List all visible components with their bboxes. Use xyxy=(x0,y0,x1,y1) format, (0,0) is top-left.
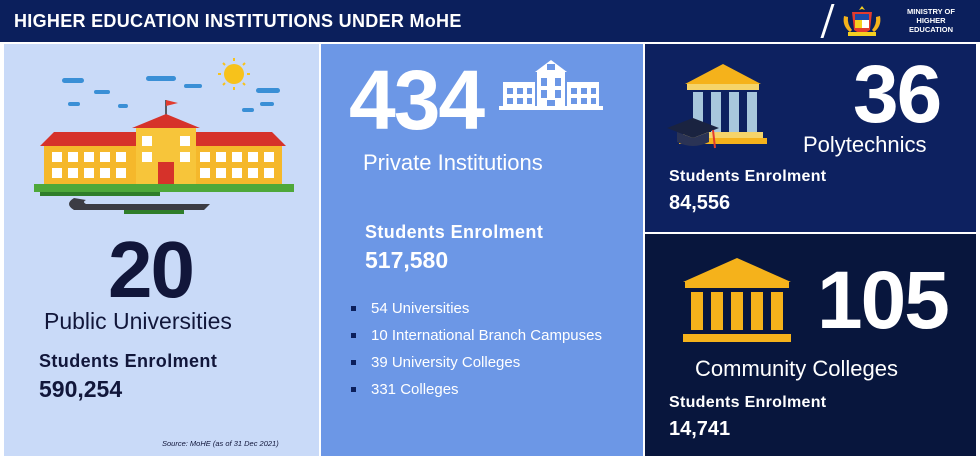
public-enrolment-label: Students Enrolment xyxy=(39,351,218,371)
ministry-label xyxy=(890,7,972,34)
sun-icon xyxy=(218,58,250,90)
private-enrolment-label: Students Enrolment xyxy=(365,222,544,242)
community-enrolment-label: Students Enrolment xyxy=(669,394,827,411)
header-divider xyxy=(820,4,834,38)
polytechnics-enrolment-value: 84,556 xyxy=(669,192,731,214)
public-universities-panel xyxy=(4,44,319,456)
building-icon xyxy=(499,56,603,110)
page-title: HIGHER EDUCATION INSTITUTIONS UNDER MoHE xyxy=(14,11,462,31)
community-colleges-count: 105 xyxy=(817,255,948,346)
list-item: 39 University Colleges xyxy=(351,354,631,372)
ministry-line3: EDUCATION xyxy=(908,25,954,34)
header-bar xyxy=(0,0,980,42)
malaysia-coat-of-arms-icon xyxy=(838,4,886,38)
polytechnics-enrolment-label: Students Enrolment xyxy=(669,168,827,185)
public-universities-count: 20 xyxy=(108,225,193,314)
polytechnics-count: 36 xyxy=(853,49,941,140)
list-item: 54 Universities xyxy=(351,300,631,318)
polytechnics-label: Polytechnics xyxy=(803,132,927,157)
community-colleges-label: Community Colleges xyxy=(695,356,898,381)
columns-building-icon xyxy=(679,256,795,346)
list-item: 10 International Branch Campuses xyxy=(351,327,631,345)
graduation-building-icon xyxy=(665,60,785,156)
private-institutions-panel xyxy=(321,44,643,456)
public-enrolment-value: 590,254 xyxy=(39,376,123,402)
private-institutions-count: 434 xyxy=(349,53,484,147)
polytechnics-panel xyxy=(645,44,976,232)
school-campus-illustration xyxy=(34,58,294,218)
list-item: 331 Colleges xyxy=(351,381,631,399)
private-enrolment-value: 517,580 xyxy=(365,247,449,273)
community-enrolment-value: 14,741 xyxy=(669,418,731,440)
private-institutions-label: Private Institutions xyxy=(363,150,543,175)
ministry-line2: HIGHER xyxy=(916,16,946,25)
community-colleges-panel xyxy=(645,234,976,456)
public-universities-label: Public Universities xyxy=(44,308,232,334)
ministry-line1: MINISTRY OF xyxy=(907,7,955,16)
source-note: Source: MoHE (as of 31 Dec 2021) xyxy=(162,439,279,448)
private-breakdown-list xyxy=(351,300,631,408)
